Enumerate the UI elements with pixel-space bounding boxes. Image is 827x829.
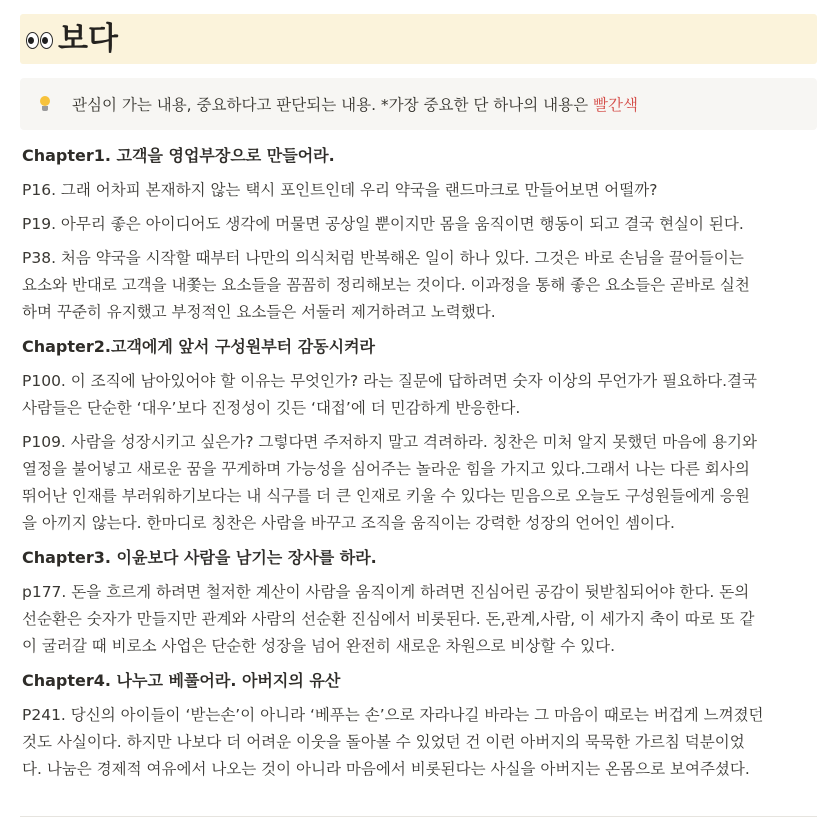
chapter-heading[interactable]: Chapter1. 고객을 영업부장으로 만들어라.	[22, 146, 335, 165]
callout-text: 관심이 가는 내용, 중요하다고 판단되는 내용. *가장 중요한 단 하나의 내용은 빨간색	[72, 96, 638, 114]
bottom-divider	[20, 816, 817, 817]
lightbulb-icon	[38, 95, 52, 113]
callout-block[interactable]	[20, 78, 817, 130]
paragraph[interactable]: P100. 이 조직에 남아있어야 할 이유는 무엇인가? 라는 질문에 답하려면 숫자 이상의 무언가가 필요하다.결국 사람들은 단순한 ‘대우’보다 진정성이 깃든 ‘대접’에 더 민감하게 반응한다.	[22, 372, 757, 417]
chapter-heading[interactable]: Chapter2.고객에게 앞서 구성원부터 감동시켜라	[22, 337, 375, 356]
paragraph[interactable]: P19. 아무리 좋은 아이디어도 생각에 머물면 공상일 뿐이지만 몸을 움직이면 행동이 되고 결국 현실이 된다.	[22, 215, 744, 233]
callout-red-text: 빨간색	[593, 96, 638, 114]
paragraph[interactable]: P241. 당신의 아이들이 ‘받는손’이 아니라 ‘베푸는 손’으로 자라나길 바라는 그 마음이 때로는 버겁게 느껴졌던 것도 사실이다. 하지만 나보다 더 어려운 이웃을 돌아볼 수 있었던 건 이런 아버지의 묵묵한 가르침 덕분이었 다. 나눔은 경제적 여유에서 나오는 것이 아니라 마음에서 비롯된다는 사실을 아버지는 온몸으로 보여주셨다.	[22, 706, 764, 778]
paragraph[interactable]: p177. 돈을 흐르게 하려면 철저한 계산이 사람을 움직이게 하려면 진심어린 공감이 뒷받침되어야 한다. 돈의 선순환은 숫자가 만들지만 관계와 사람의 선순환 진심에서 비롯된다. 돈,관계,사람, 이 세가지 축이 따로 또 같 이 굴러갈 때 비로소 사업은 단순한 성장을 넘어 완전히 새로운 차원으로 비상할 수 있다.	[22, 583, 755, 655]
chapter-heading[interactable]: Chapter3. 이윤보다 사람을 남기는 장사를 하라.	[22, 548, 377, 567]
document-page	[20, 14, 817, 783]
chapter-heading[interactable]: Chapter4. 나누고 베풀어라. 아버지의 유산	[22, 671, 341, 690]
content-body	[22, 142, 817, 783]
paragraph[interactable]: P38. 처음 약국을 시작할 때부터 나만의 의식처럼 반복해온 일이 하나 있다. 그것은 바로 손님을 끌어들이는 요소와 반대로 고객을 내쫓는 요소들을 꼼꼼히 정리해보는 것이다. 이과정을 통해 좋은 요소들은 곧바로 실천 하며 꾸준히 유지했고 부정적인 요소들은 서둘러 제거하려고 노력했다.	[22, 249, 750, 321]
eyes-icon	[26, 32, 54, 49]
paragraph[interactable]: P109. 사람을 성장시키고 싶은가? 그렇다면 주저하지 말고 격려하라. 칭찬은 미처 알지 못했던 마음에 용기와 열정을 불어넣고 새로운 꿈을 꾸게하며 가능성을 심어주는 놀라운 힘을 가지고 있다.그래서 나는 다른 회사의 뛰어난 인재를 부러워하기보다는 내 식구를 더 큰 인재로 키울 수 있다는 믿음으로 오늘도 구성원들에게 응원 을 아끼지 않는다. 한마디로 칭찬은 사람을 바꾸고 조직을 움직이는 강력한 성장의 언어인 셈이다.	[22, 433, 757, 532]
paragraph[interactable]: P16. 그래 어차피 본재하지 않는 택시 포인트인데 우리 약국을 랜드마크로 만들어보면 어떨까?	[22, 181, 658, 199]
page-title[interactable]: 보다	[58, 20, 118, 57]
page-title-bar	[20, 14, 817, 64]
